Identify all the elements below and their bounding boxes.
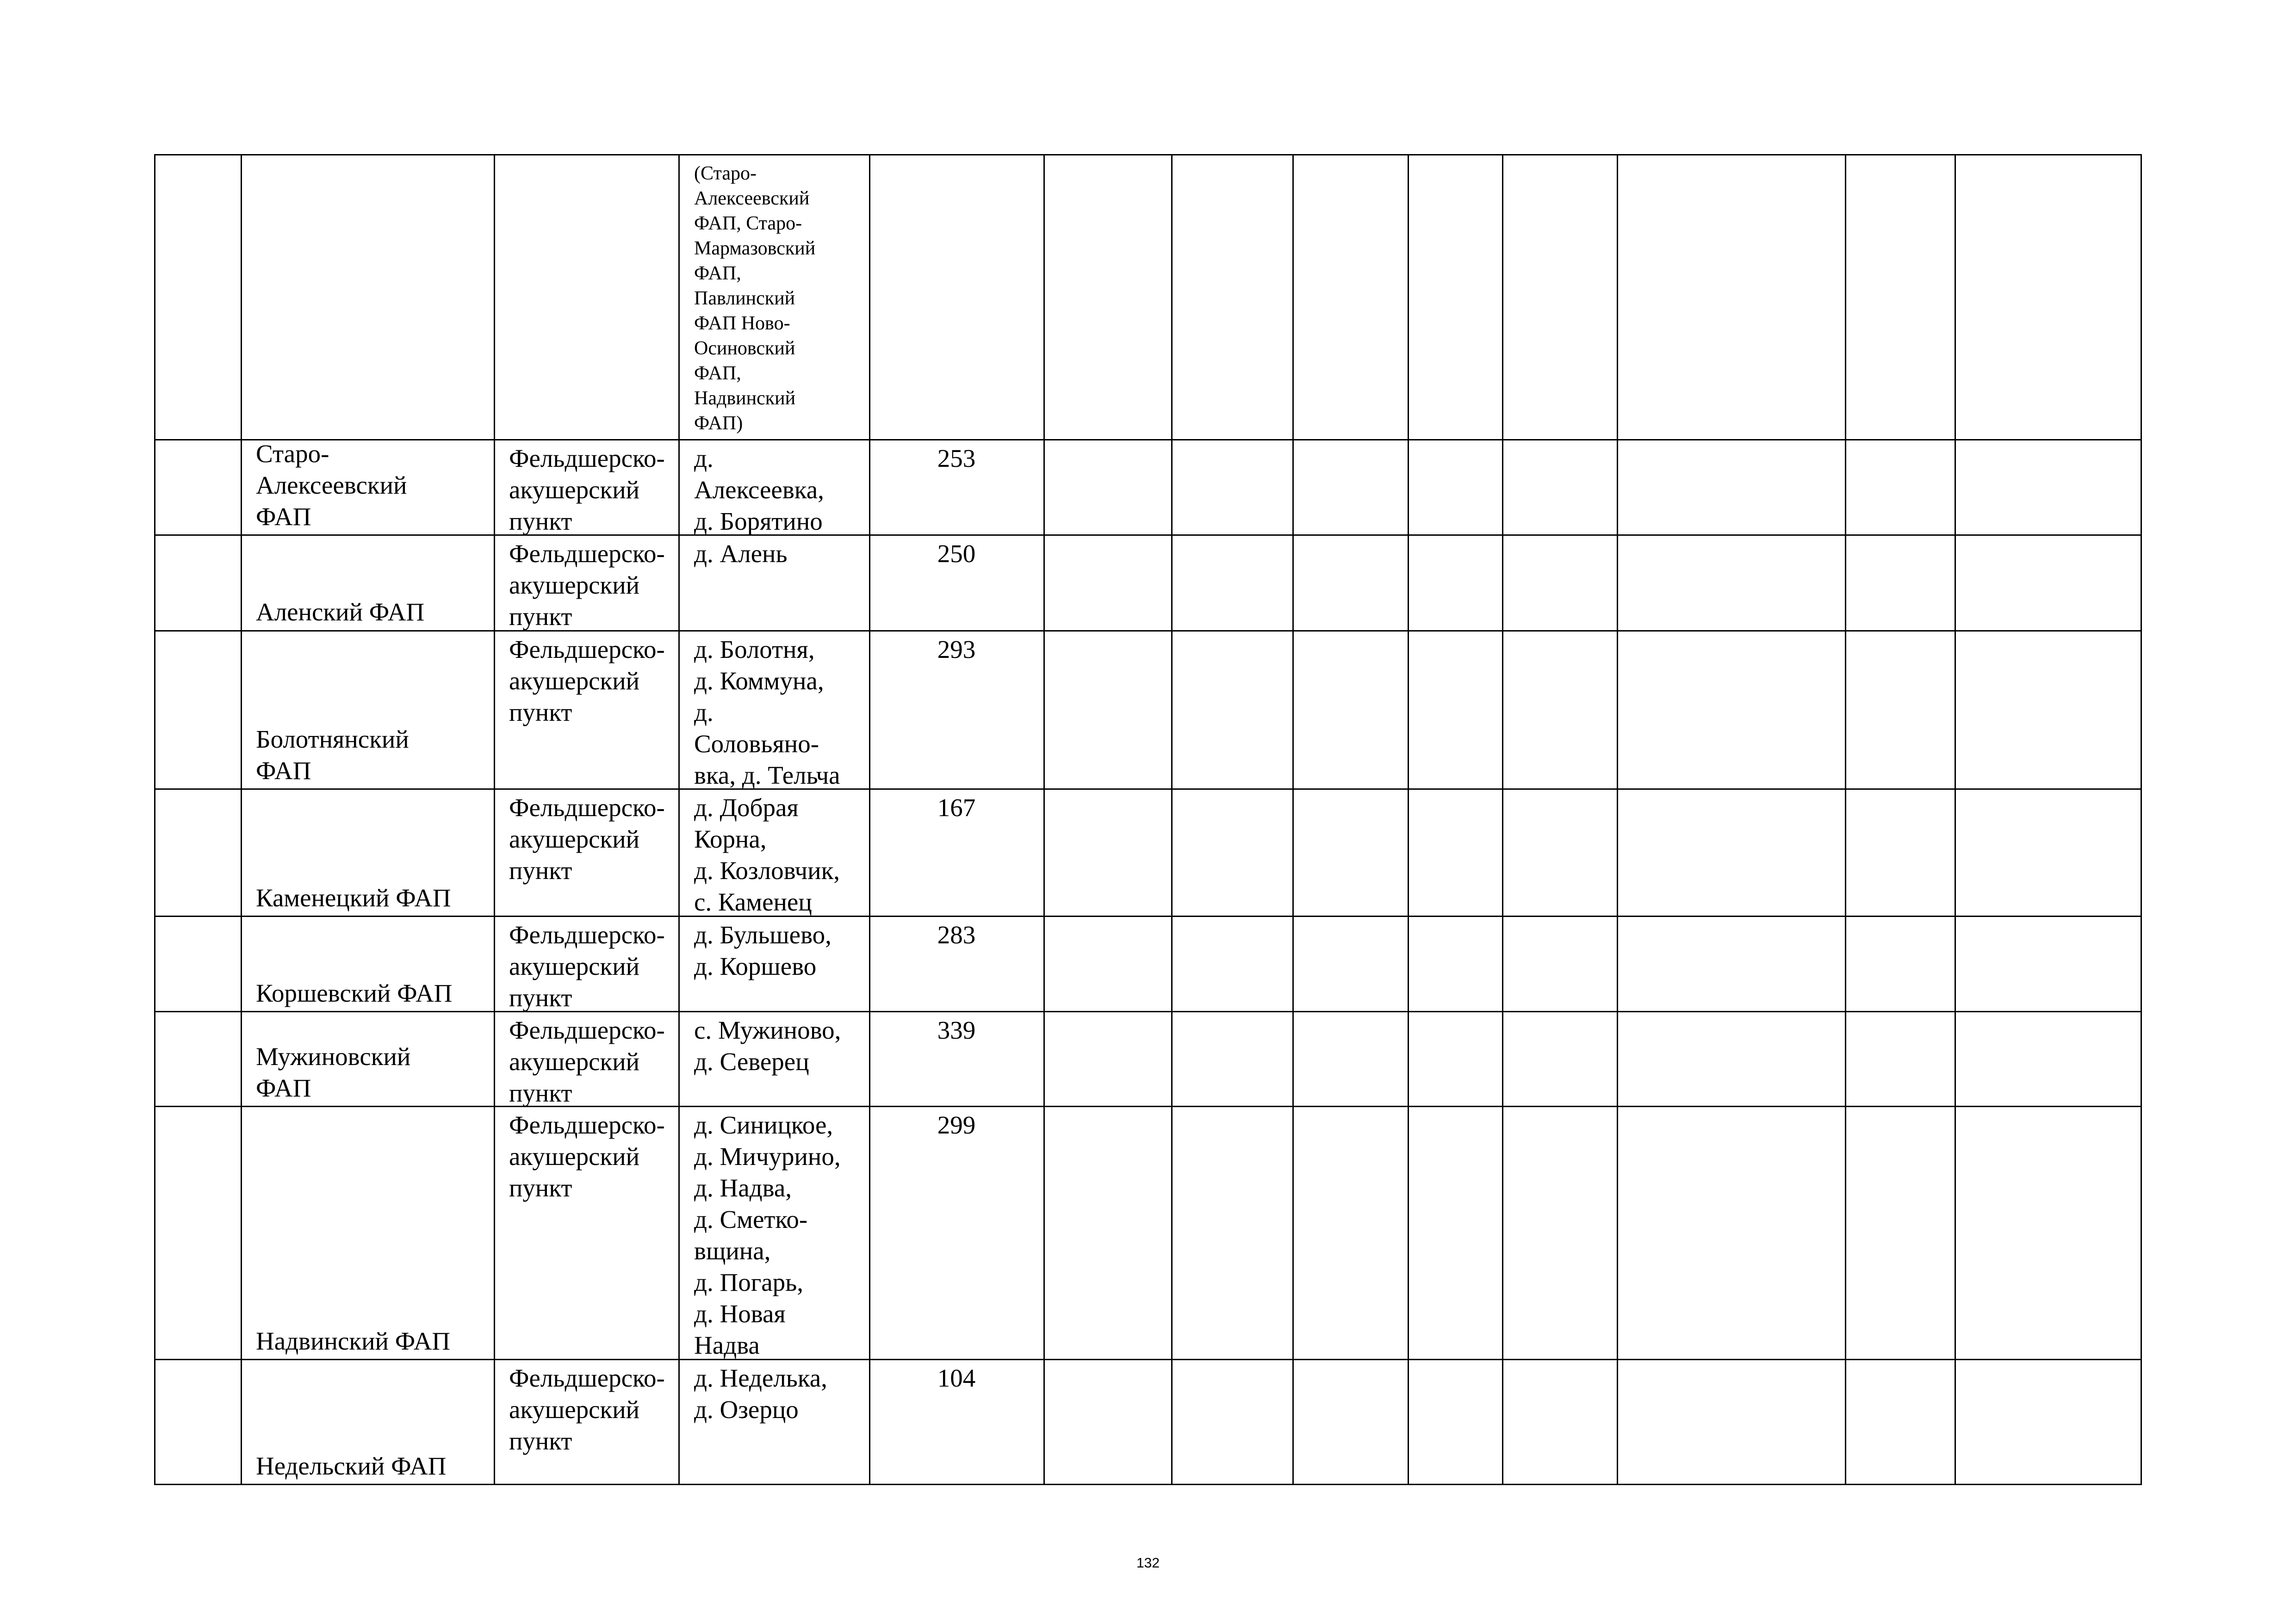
table-row-divider — [154, 1011, 2142, 1012]
facility-type-cell: Фельдшерско- акушерский пункт — [509, 444, 665, 535]
facility-type-cell: Фельдшерско- акушерский пункт — [509, 539, 665, 631]
facilities-table — [154, 154, 2142, 1485]
facility-type-cell: Фельдшерско- акушерский пункт — [509, 921, 665, 1012]
facility-name: Аленский ФАП — [256, 598, 425, 626]
facility-population-cell: 339 — [937, 1016, 976, 1044]
facility-type-cell: Фельдшерско- акушерский пункт — [509, 1016, 665, 1107]
table-row-divider — [154, 916, 2142, 917]
facility-name: Коршевский ФАП — [256, 979, 453, 1007]
facility-type-cell: Фельдшерско- акушерский пункт — [509, 1364, 665, 1455]
table-rule-top — [154, 154, 2142, 155]
facility-name: Старо- Алексеевский ФАП — [256, 440, 407, 531]
table-rule-bottom — [154, 1484, 2142, 1485]
facility-name-cell — [256, 634, 492, 787]
facility-population-cell: 299 — [937, 1111, 976, 1139]
table-column-divider — [241, 154, 242, 1485]
facility-name: Надвинский ФАП — [256, 1327, 451, 1355]
facility-name: Недельский ФАП — [256, 1452, 447, 1480]
facility-name: Каменецкий ФАП — [256, 884, 451, 912]
facility-name-cell — [256, 1109, 492, 1357]
page-number: 132 — [1136, 1555, 1160, 1571]
facility-population-cell: 253 — [937, 444, 976, 472]
table-column-divider — [1955, 154, 1956, 1485]
table-row-divider — [154, 534, 2142, 536]
table-column-divider — [494, 154, 495, 1485]
table-column-divider — [1043, 154, 1045, 1485]
table-column-divider — [1845, 154, 1846, 1485]
facility-locations-cell: д. Синицкое, д. Мичурино, д. Надва, д. Сметко- вщина, д. Погарь, д. Новая Надва — [694, 1111, 841, 1359]
table-row-divider — [154, 788, 2142, 790]
facility-name-cell — [256, 1015, 492, 1104]
facility-name: Болотнянский ФАП — [256, 725, 409, 785]
facility-locations-cell: д. Болотня, д. Коммуна, д. Соловьяно- вка, д. Тельча — [694, 635, 840, 789]
facility-population-cell: 167 — [937, 793, 976, 822]
facility-type-cell: Фельдшерско- акушерский пункт — [509, 635, 665, 726]
facility-name-cell — [256, 440, 492, 533]
facility-name-cell — [256, 919, 492, 1009]
table-row-divider — [154, 630, 2142, 632]
facility-locations-cell: д. Добрая Корна, д. Козловчик, с. Каменец — [694, 793, 840, 916]
facility-locations-cell: д. Неделька, д. Озерцо — [694, 1364, 827, 1424]
facility-name-cell — [256, 792, 492, 914]
table-column-divider — [1171, 154, 1173, 1485]
facility-name-cell — [256, 1363, 492, 1482]
facility-type-cell: Фельдшерско- акушерский пункт — [509, 1111, 665, 1202]
facility-population-cell: 104 — [937, 1364, 976, 1392]
facility-locations-cell: д. Алень — [694, 539, 788, 568]
facility-population-cell: 250 — [937, 539, 976, 568]
facility-locations-cell: с. Мужиново, д. Северец — [694, 1016, 841, 1076]
facility-name: Мужиновский ФАП — [256, 1042, 411, 1102]
table-column-divider — [1408, 154, 1409, 1485]
facility-name-cell — [256, 538, 492, 628]
facility-population-cell: 283 — [937, 921, 976, 949]
table-column-divider — [1617, 154, 1618, 1485]
table-rule-left — [154, 154, 155, 1485]
facility-locations-cell: д. Бульшево, д. Коршево — [694, 921, 832, 980]
table-rule-right — [2141, 154, 2142, 1485]
facility-population-cell: 293 — [937, 635, 976, 663]
table-row-divider — [154, 1106, 2142, 1107]
table-column-divider — [1292, 154, 1294, 1485]
facility-locations-cell: д. Алексеевка, д. Борятино — [694, 444, 824, 535]
table-column-divider — [1502, 154, 1503, 1485]
header-locations-cell: (Старо- Алексеевский ФАП, Старо- Мармазовский ФАП, Павлинский ФАП Ново- Осиновский ФАП, Надвинский ФАП) — [694, 163, 816, 434]
table-column-divider — [678, 154, 680, 1485]
facility-type-cell: Фельдшерско- акушерский пункт — [509, 793, 665, 885]
table-row-divider — [154, 1359, 2142, 1360]
